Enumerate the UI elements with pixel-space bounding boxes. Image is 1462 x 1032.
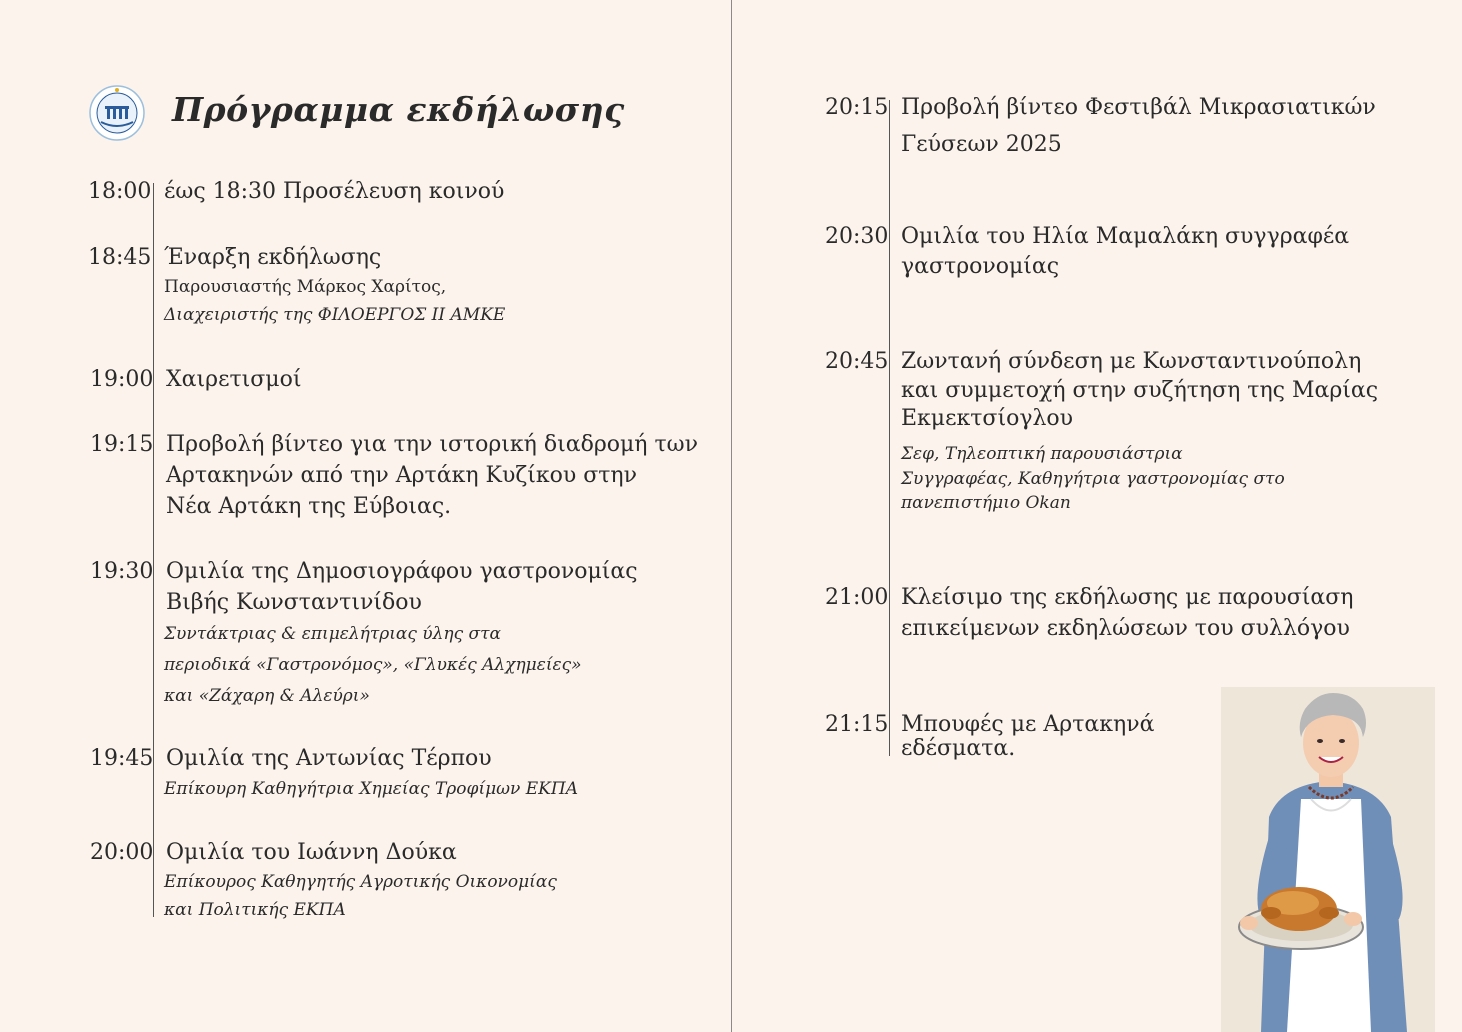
page-fold-divider <box>731 0 732 1032</box>
event-1915-line-3: Νέα Αρτάκη της Εύβοιας. <box>166 494 452 519</box>
time-1945: 19:45 <box>90 746 154 771</box>
event-1900-text: Χαιρετισμοί <box>166 367 302 392</box>
event-2115-line-1: Μπουφές με Αρτακηνά <box>901 712 1155 737</box>
event-1930-detail-1: Συντάκτριας & επιμελήτριας ύλης στα <box>164 624 501 644</box>
time-2000: 20:00 <box>90 840 154 865</box>
event-1930-line-1: Ομιλία της Δημοσιογράφου γαστρονομίας <box>166 559 638 584</box>
event-2000-detail-1: Επίκουρος Καθηγητής Αγροτικής Οικονομίας <box>164 872 557 892</box>
time-1845: 18:45 <box>88 245 152 270</box>
event-2045-line-1: Ζωντανή σύνδεση με Κωνσταντινούπολη <box>901 349 1362 374</box>
event-1845-text: Έναρξη εκδήλωσης <box>164 245 382 270</box>
association-logo-icon <box>88 84 146 142</box>
event-2000-text: Ομιλία του Ιωάννη Δούκα <box>166 840 457 865</box>
event-2000-detail-2: και Πολιτικής ΕΚΠΑ <box>164 900 346 920</box>
event-2045-line-2: και συμμετοχή στην συζήτηση της Μαρίας <box>901 378 1379 403</box>
event-2045-detail-2: Συγγραφέας, Καθηγήτρια γαστρονομίας στο <box>901 469 1285 489</box>
event-2100-line-1: Κλείσιμο της εκδήλωσης με παρουσίαση <box>901 585 1354 610</box>
event-1930-detail-3: και «Ζάχαρη & Αλεύρι» <box>164 686 370 706</box>
event-2115-line-2: εδέσματα. <box>901 736 1016 761</box>
event-2030-line-2: γαστρονομίας <box>901 254 1060 279</box>
page-title: Πρόγραμμα εκδήλωσης <box>172 90 625 129</box>
event-1930-detail-2: περιοδικά «Γαστρονόμος», «Γλυκές Αλχημείες» <box>164 655 582 675</box>
time-1800: 18:00 <box>88 179 152 204</box>
time-1930: 19:30 <box>90 559 154 584</box>
woman-holding-roast-chicken-illustration-icon <box>1221 687 1435 1032</box>
event-1845-detail-2: Διαχειριστής της ΦΙΛΟΕΡΓΟΣ ΙΙ ΑΜΚΕ <box>164 305 506 325</box>
time-2015: 20:15 <box>825 95 889 120</box>
event-1945-detail-1: Επίκουρη Καθηγήτρια Χημείας Τροφίμων ΕΚΠΑ <box>164 779 578 799</box>
right-timeline-rule <box>889 100 890 756</box>
event-1915-line-1: Προβολή βίντεο για την ιστορική διαδρομή των <box>166 432 698 457</box>
time-2115: 21:15 <box>825 712 889 737</box>
event-2045-line-3: Εκμεκτσίογλου <box>901 406 1074 431</box>
time-2045: 20:45 <box>825 349 889 374</box>
event-2045-detail-1: Σεφ, Τηλεοπτική παρουσιάστρια <box>901 444 1183 464</box>
event-2015-line-2: Γεύσεων 2025 <box>901 132 1062 157</box>
time-2100: 21:00 <box>825 585 889 610</box>
time-2030: 20:30 <box>825 224 889 249</box>
event-1945-text: Ομιλία της Αντωνίας Τέρπου <box>166 746 492 771</box>
event-1845-detail-1: Παρουσιαστής Μάρκος Χαρίτος, <box>164 277 447 297</box>
event-2045-detail-3: πανεπιστήμιο Okan <box>901 493 1071 513</box>
event-1930-line-2: Βιβής Κωνσταντινίδου <box>166 590 422 615</box>
event-2030-line-1: Ομιλία του Ηλία Μαμαλάκη συγγραφέα <box>901 224 1350 249</box>
time-1900: 19:00 <box>90 367 154 392</box>
event-1915-line-2: Αρτακηνών από την Αρτάκη Κυζίκου στην <box>166 463 637 488</box>
left-timeline-rule <box>153 183 154 917</box>
time-1915: 19:15 <box>90 432 154 457</box>
event-2100-line-2: επικείμενων εκδηλώσεων του συλλόγου <box>901 616 1350 641</box>
event-2015-line-1: Προβολή βίντεο Φεστιβάλ Μικρασιατικών <box>901 95 1376 120</box>
event-1800-text: έως 18:30 Προσέλευση κοινού <box>164 179 505 204</box>
